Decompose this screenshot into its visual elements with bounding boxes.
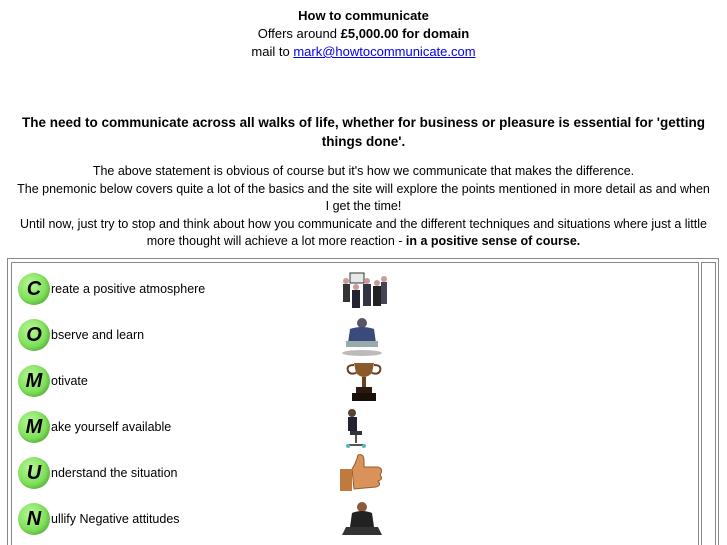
mnemonic-row-c — [18, 273, 678, 307]
intro-line-3-bold: in a positive sense of course. — [405, 234, 581, 248]
intro-line-2: The pnemonic below covers quite a lot of the basics and the site will explore the points mentioned in more detail as and when I get the time! — [17, 181, 710, 213]
intro-line-3-text: Until now, just try to stop and think about how you communicate and the different techniques and situations where just a little more thought will achieve a lot more reaction - — [20, 216, 707, 248]
mnemonic-text: nderstand the situation — [51, 466, 178, 480]
site-title: How to communicate — [298, 8, 429, 23]
email-link[interactable]: mark@howtocommunicate.com — [293, 44, 476, 59]
mnemonic-row-m2 — [18, 411, 678, 445]
person-in-chair-icon — [340, 407, 388, 449]
letter-badge: M — [18, 411, 50, 443]
trophy-icon — [340, 361, 388, 403]
thumbs-up-icon — [340, 453, 388, 495]
group-with-sign-icon — [340, 269, 388, 311]
mnemonic-text: reate a positive atmosphere — [51, 282, 206, 296]
letter-badge: N — [18, 503, 50, 535]
mnemonic-row-m1 — [18, 365, 678, 399]
mnemonic-text: ake yourself available — [51, 420, 172, 434]
intro-line-3 — [14, 216, 713, 251]
side-column — [701, 262, 716, 545]
intro-line-1: The above statement is obvious of course but it's how we communicate that makes the difference. — [92, 164, 635, 178]
intro-paragraph — [0, 163, 727, 251]
person-at-desk-icon — [340, 315, 388, 357]
offer-prefix: Offers around — [257, 26, 341, 41]
mnemonic-row-o — [18, 319, 678, 353]
mail-prefix: mail to — [251, 44, 294, 59]
domain-offer — [0, 25, 727, 43]
mnemonic-list — [11, 262, 699, 545]
letter-badge: U — [18, 457, 50, 489]
header — [0, 0, 727, 61]
mnemonic-row-u — [18, 457, 678, 491]
mnemonic-row-n — [18, 503, 678, 537]
mnemonic-table — [7, 258, 719, 545]
letter-badge: M — [18, 365, 50, 397]
mnemonic-text: ullify Negative attitudes — [51, 512, 180, 526]
mnemonic-text: bserve and learn — [51, 328, 145, 342]
offer-amount: £5,000.00 for domain — [340, 26, 470, 41]
letter-badge: O — [18, 319, 50, 351]
mnemonic-text: otivate — [51, 374, 88, 388]
letter-badge: C — [18, 273, 50, 305]
mail-line — [0, 43, 727, 61]
headline: The need to communicate across all walks of life, whether for business or pleasure is essential for 'getting things done'. — [22, 115, 705, 149]
person-sitting-icon — [340, 499, 388, 541]
